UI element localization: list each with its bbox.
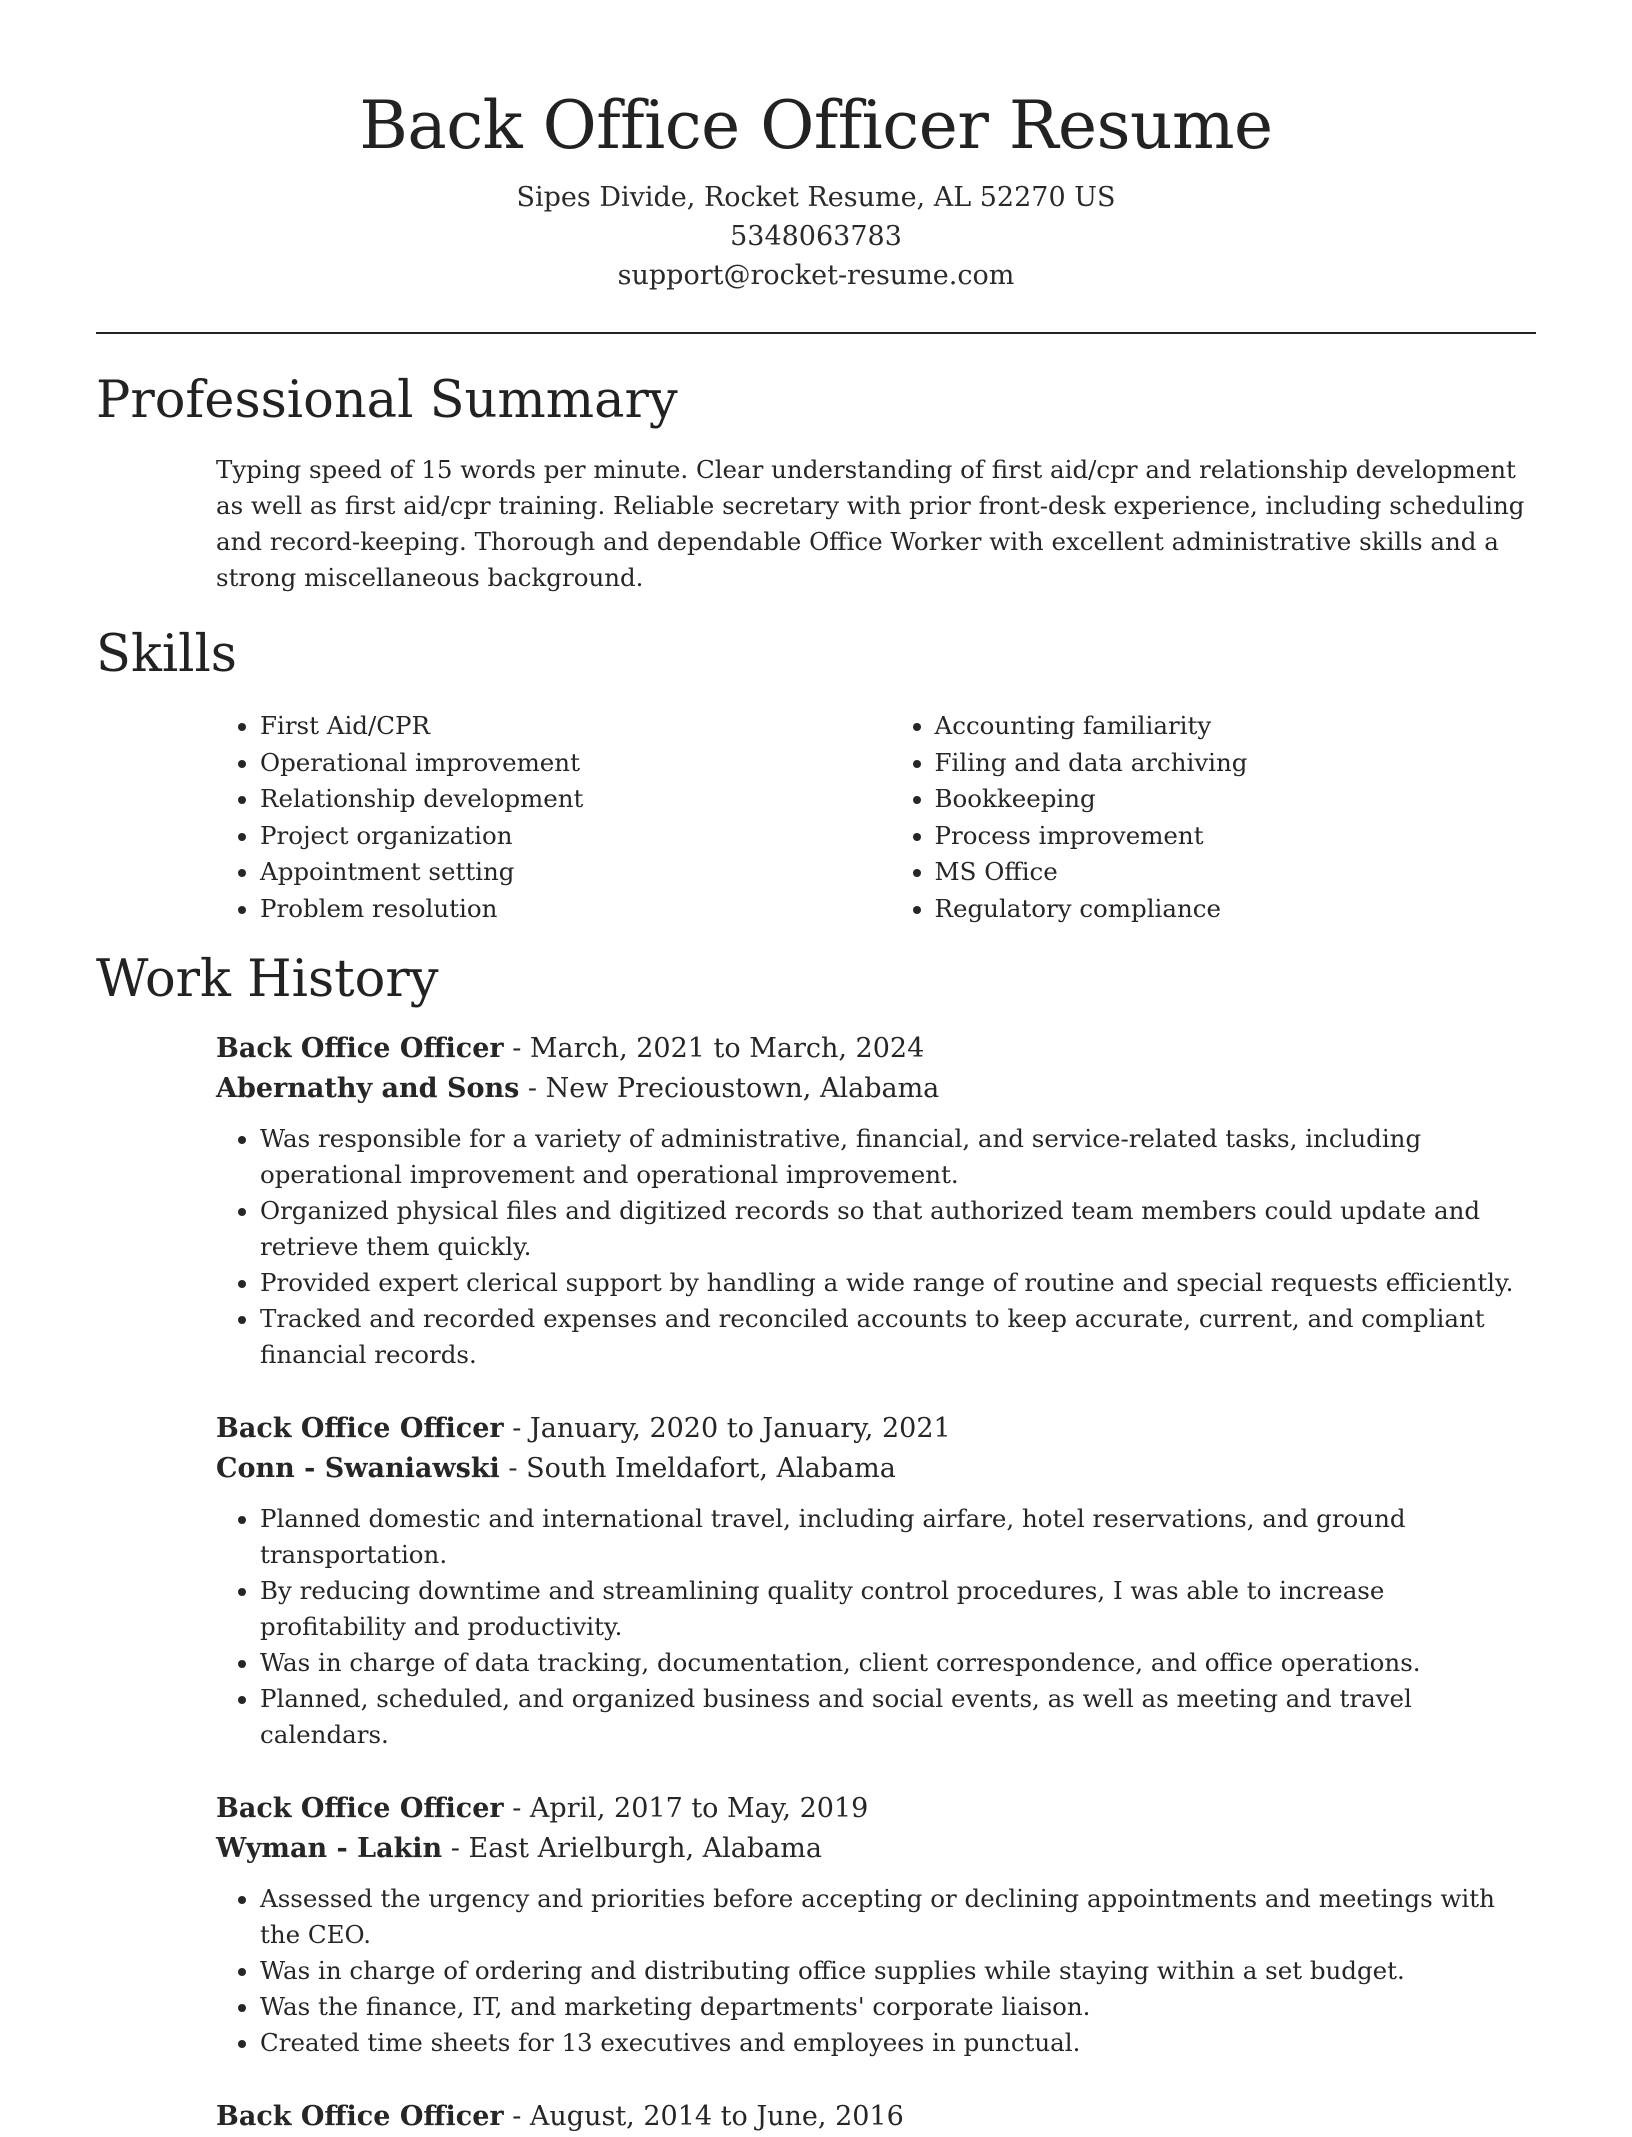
job-title-line [216, 2097, 1536, 2137]
resume-page [96, 0, 1536, 2137]
skills-columns [216, 708, 1536, 927]
skill-item: • Regulatory compliance [935, 891, 1536, 928]
job-separator: - [442, 1833, 469, 1864]
professional-summary-section [96, 368, 1536, 596]
skills-list-left [216, 708, 891, 927]
job-dates: August, 2014 to June, 2016 [529, 2101, 904, 2132]
job-company: Abernathy and Sons [216, 1073, 520, 1104]
job-separator: - [503, 1793, 530, 1824]
job-title-line [216, 1789, 1536, 1829]
job-company: Wyman - Lakin [216, 1833, 443, 1864]
contact-block [96, 178, 1536, 295]
section-heading-work: Work History [96, 950, 439, 1009]
job-company-line [216, 1069, 1536, 1109]
skill-item: • MS Office [935, 854, 1536, 891]
skill-item: • Operational improvement [260, 745, 891, 782]
section-heading-skills: Skills [96, 625, 237, 684]
job-dates: April, 2017 to May, 2019 [529, 1793, 869, 1824]
job-bullet: • Assessed the urgency and priorities before accepting or declining appointments and meetings with the CEO. [260, 1881, 1536, 1953]
job-entry [216, 1029, 1536, 1373]
job-dates: March, 2021 to March, 2024 [529, 1033, 925, 1064]
job-separator: - [519, 1073, 546, 1104]
skill-item: • Problem resolution [260, 891, 891, 928]
job-separator: - [503, 1413, 530, 1444]
skill-item: • Filing and data archiving [935, 745, 1536, 782]
work-history-section [96, 947, 1536, 2137]
job-bullet: • Created time sheets for 13 executives and employees in punctual. [260, 2025, 1536, 2061]
skill-item: • Relationship development [260, 781, 891, 818]
job-company: Conn - Swaniawski [216, 1453, 500, 1484]
job-bullet-list [216, 1121, 1536, 1373]
skills-list-right [891, 708, 1536, 927]
job-bullet: • Was the finance, IT, and marketing departments' corporate liaison. [260, 1989, 1536, 2025]
summary-text: Typing speed of 15 words per minute. Clear understanding of first aid/cpr and relationship development as well as first aid/cpr training. Reliable secretary with prior front-desk experience, including scheduling and record-keeping. Thorough and dependable Office Worker with excellent administrative skills and a strong miscellaneous background. [216, 455, 1525, 592]
job-title: Back Office Officer [216, 1793, 504, 1824]
skill-item: • Project organization [260, 818, 891, 855]
job-title: Back Office Officer [216, 1033, 504, 1064]
job-entry [216, 1409, 1536, 1753]
header-divider [96, 332, 1536, 334]
resume-title: Back Office Officer Resume [359, 87, 1273, 164]
contact-phone: 5348063783 [730, 221, 902, 252]
job-location: South Imeldafort, Alabama [526, 1453, 896, 1484]
skill-item: • Process improvement [935, 818, 1536, 855]
job-separator: - [503, 2101, 530, 2132]
job-location: New Precioustown, Alabama [545, 1073, 940, 1104]
job-separator: - [503, 1033, 530, 1064]
job-title-line [216, 1029, 1536, 1069]
job-bullet: • By reducing downtime and streamlining quality control procedures, I was able to increase profitability and productivity. [260, 1573, 1536, 1645]
job-bullet: • Planned domestic and international travel, including airfare, hotel reservations, and ground transportation. [260, 1501, 1536, 1573]
skill-item: • Appointment setting [260, 854, 891, 891]
job-bullet: • Was in charge of data tracking, documentation, client correspondence, and office operations. [260, 1645, 1536, 1681]
contact-address: Sipes Divide, Rocket Resume, AL 52270 US [516, 182, 1116, 213]
job-bullet: • Was responsible for a variety of administrative, financial, and service-related tasks, including operational improvement and operational improvement. [260, 1121, 1536, 1193]
resume-header [96, 0, 1536, 295]
job-location: East Arielburgh, Alabama [468, 1833, 822, 1864]
skill-item: • Accounting familiarity [935, 708, 1536, 745]
job-separator: - [499, 1453, 527, 1484]
job-bullet: • Was in charge of ordering and distributing office supplies while staying within a set budget. [260, 1953, 1536, 1989]
job-bullet: • Organized physical files and digitized records so that authorized team members could update and retrieve them quickly. [260, 1193, 1536, 1265]
job-entry [216, 1789, 1536, 2061]
job-title: Back Office Officer [216, 2101, 504, 2132]
job-entry [216, 2097, 1536, 2137]
job-title: Back Office Officer [216, 1413, 504, 1444]
job-company-line [216, 1449, 1536, 1489]
job-title-line [216, 1409, 1536, 1449]
contact-email: support@rocket-resume.com [617, 260, 1015, 291]
job-bullet-list [216, 1881, 1536, 2061]
job-bullet: • Planned, scheduled, and organized business and social events, as well as meeting and travel calendars. [260, 1681, 1536, 1753]
section-heading-summary: Professional Summary [96, 371, 678, 430]
job-bullet-list [216, 1501, 1536, 1753]
job-bullet: • Tracked and recorded expenses and reconciled accounts to keep accurate, current, and compliant financial records. [260, 1301, 1536, 1373]
job-bullet: • Provided expert clerical support by handling a wide range of routine and special requests efficiently. [260, 1265, 1536, 1301]
job-company-line [216, 1829, 1536, 1869]
job-dates: January, 2020 to January, 2021 [529, 1413, 951, 1444]
skill-item: • First Aid/CPR [260, 708, 891, 745]
skills-section [96, 622, 1536, 927]
skill-item: • Bookkeeping [935, 781, 1536, 818]
